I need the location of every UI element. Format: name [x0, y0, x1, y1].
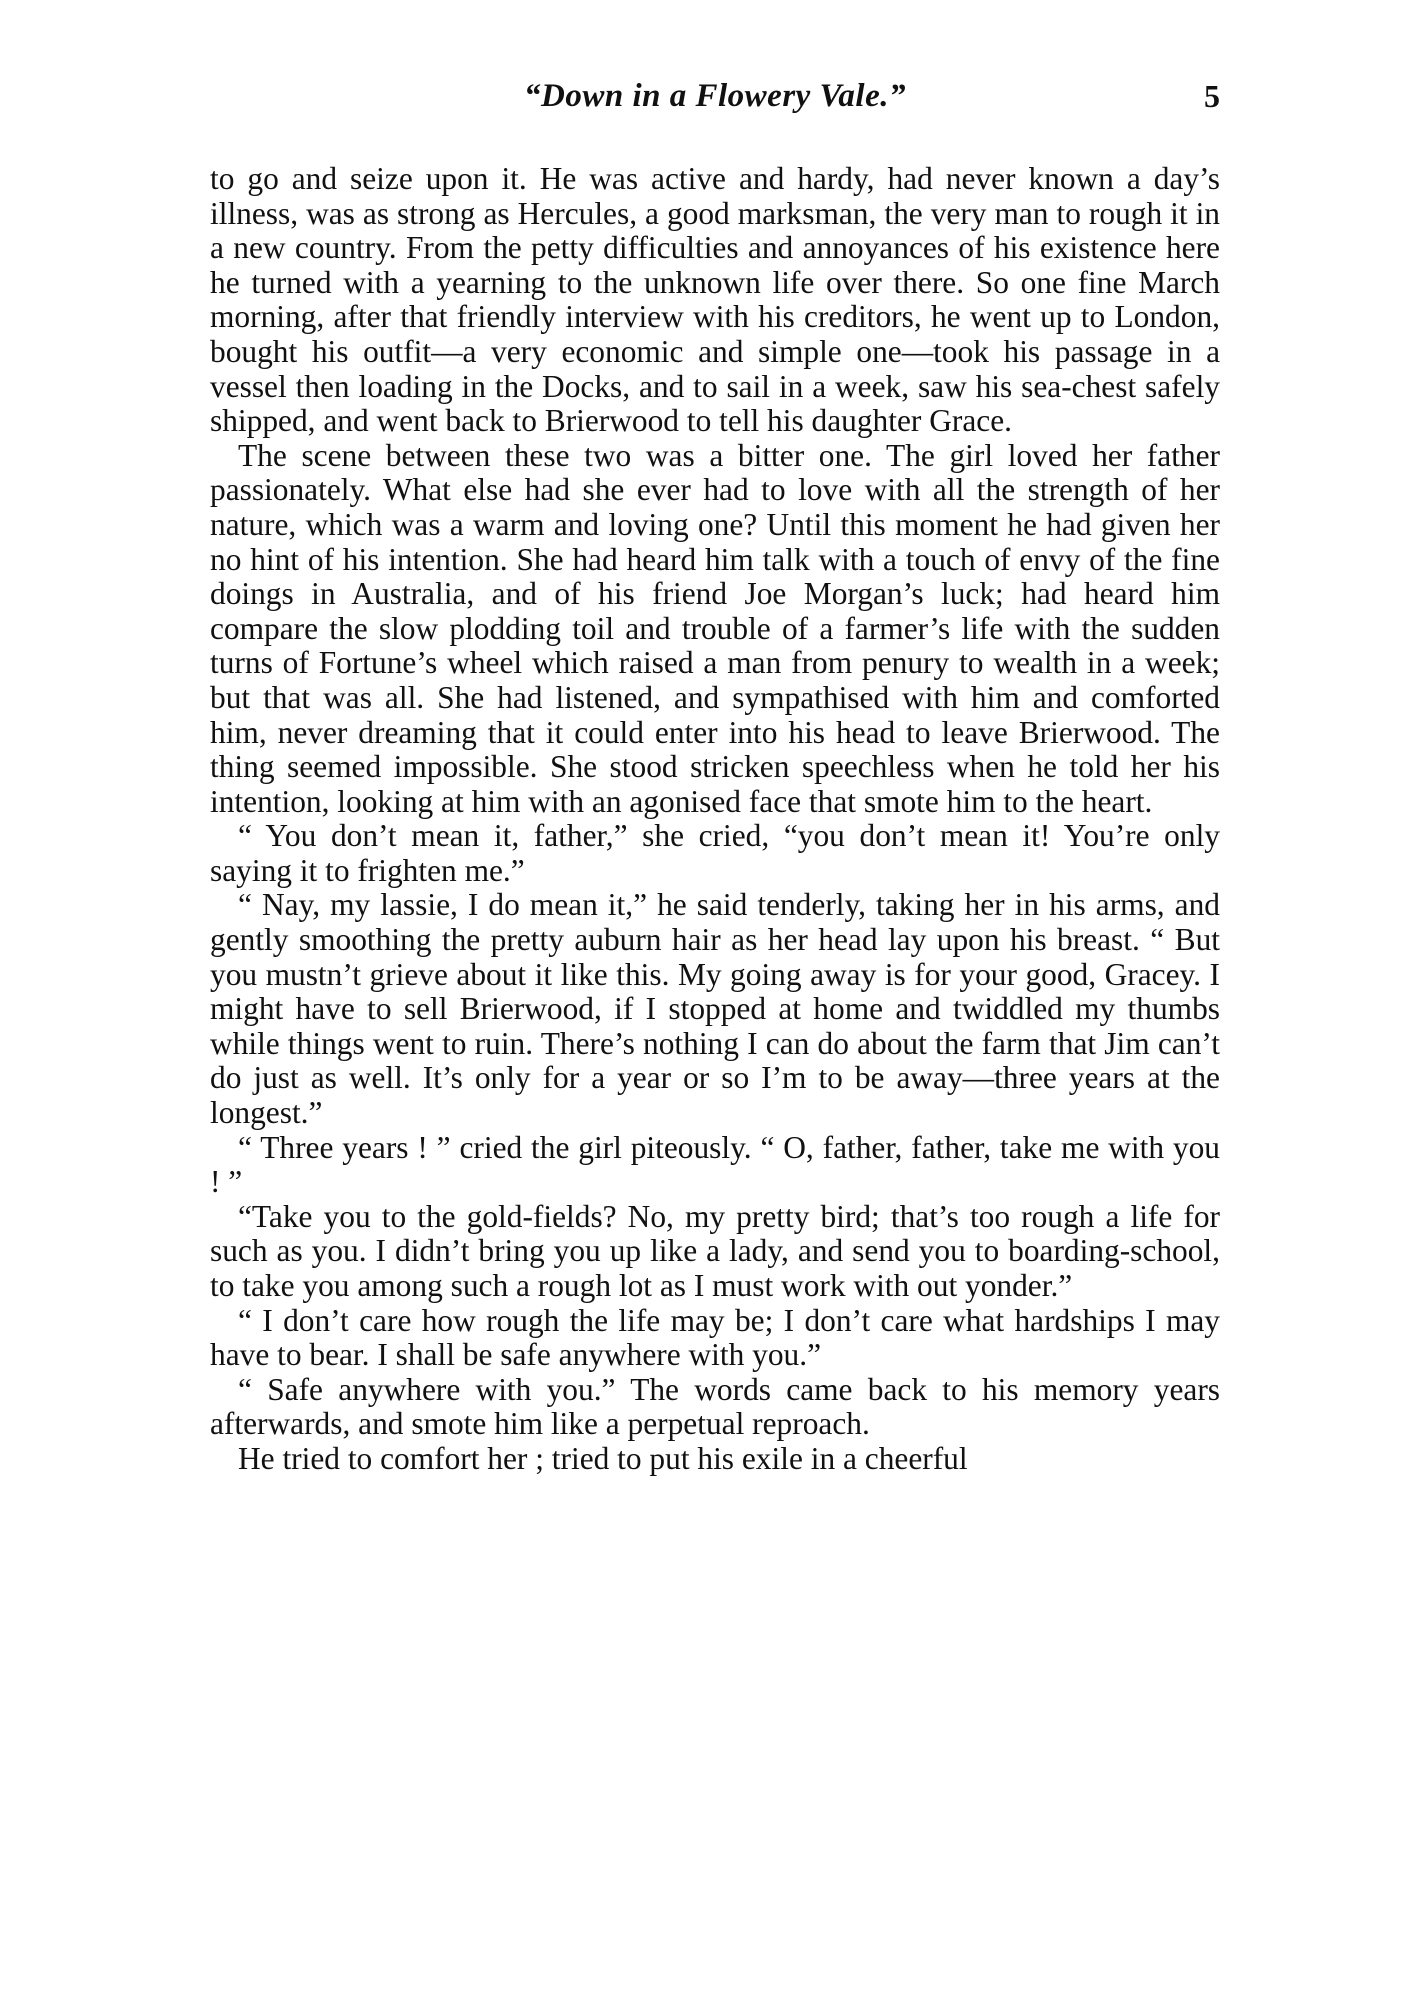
paragraph: He tried to comfort her ; tried to put his exile in a cheerful [238, 1440, 968, 1476]
paragraph: “ You don’t mean it, father,” she cried, “you don’t mean it! You’re only saying it to frighten me.” [210, 818, 1220, 888]
paragraph: “ Nay, my lassie, I do mean it,” he said tenderly, taking her in his arms, and gently smoothing the pretty auburn hair as her head lay upon his breast. “ But you mustn’t grieve about it like this. My going away is for your good, Gracey. I might have to sell Brierwood, if I stopped at home and twiddled my thumbs while things went to ruin. There’s nothing I can do about the farm that Jim can’t do just as well. It’s only for a year or so I’m to be away—three years at the longest.” [210, 887, 1220, 1131]
paragraph: “ I don’t care how rough the life may be; I don’t care what hardships I may have to bear. I shall be safe anywhere with you.” [210, 1302, 1220, 1373]
paragraph: “ Three years ! ” cried the girl piteously. “ O, father, father, take me with you ! ” [210, 1129, 1220, 1200]
body-text [210, 162, 1220, 1477]
paragraph: to go and seize upon it. He was active and hardy, had never known a day’s illness, was as strong as Hercules, a good marksman, the very man to rough it in a new country. From the petty difficulties and annoyances of his existence here he turned with a yearning to the unknown life over there. So one fine March morning, after that friendly interview with his creditors, he went up to London, bought his outfit—a very economic and simple one—took his passage in a vessel then loading in the Docks, and to sail in a week, saw his sea-chest safely shipped, and went back to Brierwood to tell his daughter Grace. [210, 161, 1220, 439]
paragraph: The scene between these two was a bitter one. The girl loved her father passionately. What else had she ever had to love with all the strength of her nature, which was a warm and loving one? Until this moment he had given her no hint of his intention. She had heard him talk with a touch of envy of the fine doings in Australia, and of his friend Joe Morgan’s luck; had heard him compare the slow plodding toil and trouble of a farmer’s life with the sudden turns of Fortune’s wheel which raised a man from penury to wealth in a week; but that was all. She had listened, and sympathised with him and comforted him, never dreaming that it could enter into his head to leave Brierwood. The thing seemed impossible. She stood stricken speechless when he told her his intention, looking at him with an agonised face that smote him to the heart. [210, 437, 1220, 819]
paragraph: “Take you to the gold-fields? No, my pretty bird; that’s too rough a life for such as you. I didn’t bring you up like a lady, and send you to boarding-school, to take you among such a rough lot as I must work with out yonder.” [210, 1198, 1220, 1303]
running-head [210, 78, 1220, 118]
running-title: “Down in a Flowery Vale.” [524, 78, 906, 114]
paragraph: “ Safe anywhere with you.” The words came back to his memory years afterwards, and smote him like a perpetual reproach. [210, 1371, 1220, 1442]
page-number: 5 [1204, 78, 1220, 114]
